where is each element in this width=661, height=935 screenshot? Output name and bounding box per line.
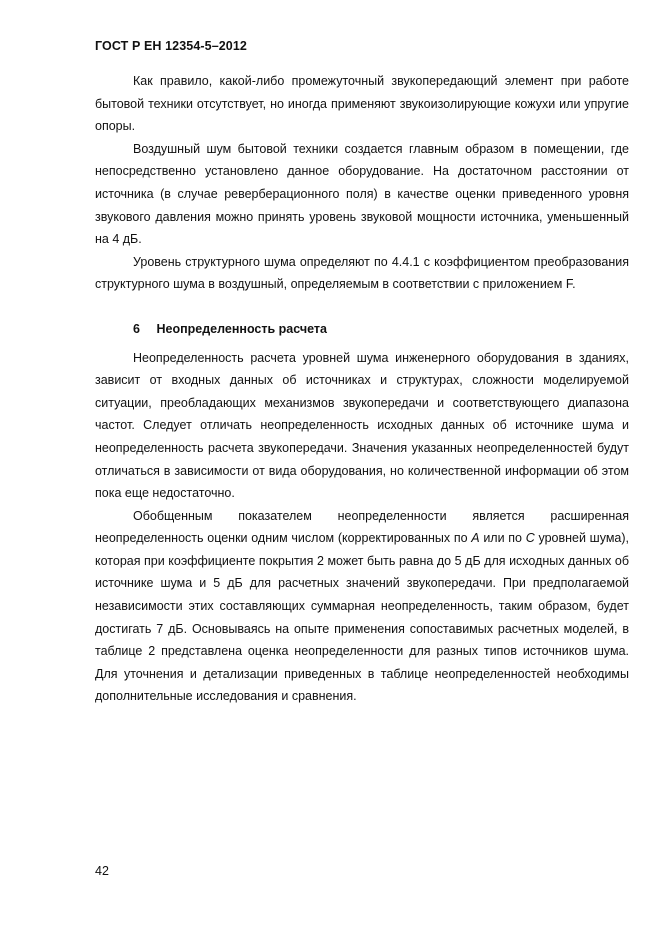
paragraph-structure-borne-noise: Уровень структурного шума определяют по 4.4.1 с коэффициентом преобразования структурного шума в воздушный, определяемым в соответствии с приложением F.: [95, 254, 629, 292]
section-number: 6: [133, 321, 140, 336]
italic-letter-a: А: [471, 531, 480, 546]
page-number: 42: [95, 864, 109, 878]
text-run: уровней шума), которая при коэффициенте покрытия 2 может быть равна до 5 дБ для исходных данных об источнике шума и 5 дБ для расчетных значений звукопередачи. При предполагаемой независимости этих составляющих суммарная неопределенность, таким образом, будет достигать 7 дБ. Основываясь на опыте применения сопоставимых расчетных моделей, в таблице 2 представлена оценка неопределенности для разных типов источников шума. Для уточнения и детализации приведенных в таблице неопределенностей необходимы дополнительные исследования и сравнения.: [95, 531, 629, 704]
section-title: Неопределенность расчета: [156, 321, 327, 336]
paragraph-uncertainty-sources: Неопределенность расчета уровней шума инженерного оборудования в зданиях, зависит от входных данных об источниках и структурах, сложности моделируемой ситуации, преобладающих механизмов звукопередачи и соответствующего диапазона частот. Следует отличать неопределенность исходных данных об источнике шума и неопределенность расчета звукопередачи. Значения указанных неопределенностей будут отличаться в зависимости от вида оборудования, но количественной информации об этом пока еще недостаточно.: [95, 350, 629, 501]
text-run: или по: [479, 531, 526, 546]
document-header: ГОСТ Р ЕН 12354-5–2012: [95, 39, 247, 53]
italic-letter-c: С: [525, 531, 535, 546]
paragraph-no-intermediate-element: Как правило, какой-либо промежуточный звукопередающий элемент при работе бытовой техники отсутствует, но иногда применяют звукоизолирующие кожухи или упругие опоры.: [95, 74, 629, 134]
text-run: Обобщенным показателем неопределенности является расширенная неопределенность оценки одним числом (корректированных по: [95, 508, 629, 546]
paragraph-expanded-uncertainty: [95, 505, 629, 708]
document-body: [95, 70, 629, 708]
section-heading: [95, 318, 629, 341]
paragraph-airborne-noise: Воздушный шум бытовой техники создается главным образом в помещении, где непосредственно установлено данное оборудование. На достаточном расстоянии от источника (в случае реверберационного поля) в качестве оценки приведенного уровня звукового давления можно принять уровень звуковой мощности источника, уменьшенный на 4 дБ.: [95, 141, 629, 247]
